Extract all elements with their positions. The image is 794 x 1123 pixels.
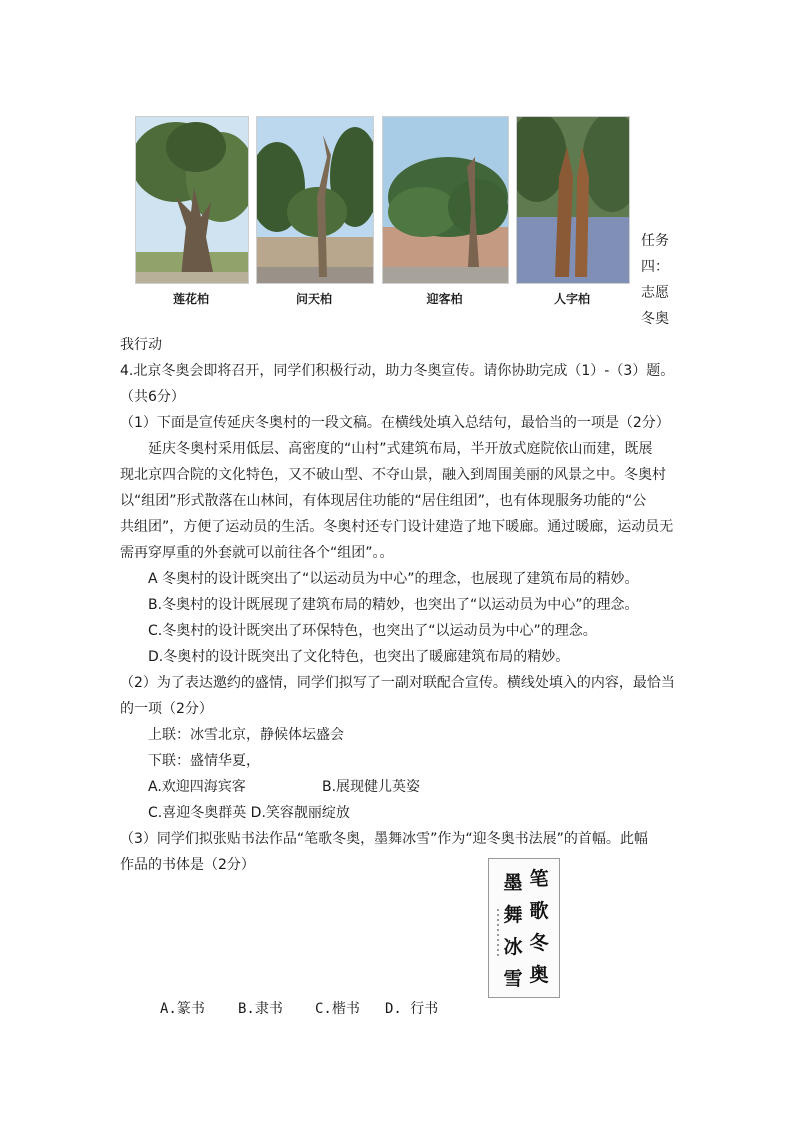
lotus-cypress-photo bbox=[135, 116, 249, 284]
q3-option-a: A.篆书 bbox=[160, 1001, 205, 1017]
q2-options-cd: C.喜迎冬奥群英 D.笑容靓丽绽放 bbox=[148, 805, 350, 821]
photo-caption: 人字柏 bbox=[553, 292, 590, 306]
calligraphy-char: 奥 bbox=[529, 964, 549, 986]
calligraphy-char: 冬 bbox=[529, 932, 549, 954]
question-intro: 4.北京冬奥会即将召开，同学们积极行动，助力冬奥宣传。请你协助完成（1）-（3）题。 bbox=[120, 363, 675, 379]
human-character-cypress-photo bbox=[516, 116, 630, 284]
q2-stem-cont: 的一项（2分） bbox=[120, 701, 213, 717]
task-title-fragment: 任务 bbox=[641, 233, 669, 249]
photo-caption: 问天柏 bbox=[295, 292, 332, 306]
calligraphy-char: 舞 bbox=[503, 904, 523, 926]
question-intro-score: （共6分） bbox=[120, 389, 185, 405]
q1-option-a: A 冬奥村的设计既突出了“以运动员为中心”的理念，也展现了建筑布局的精妙。 bbox=[148, 571, 639, 587]
q2-option-a: A.欢迎四海宾客 bbox=[148, 779, 246, 795]
calligraphy-char: 冰 bbox=[503, 936, 523, 958]
q1-option-b: B.冬奥村的设计既展现了建筑布局的精妙，也突出了“以运动员为中心”的理念。 bbox=[148, 597, 639, 613]
q3-stem: （3）同学们拟张贴书法作品“笔歌冬奥，墨舞冰雪”作为“迎冬奥书法展”的首幅。此幅 bbox=[120, 831, 648, 847]
task-title-fragment: 四： bbox=[641, 259, 669, 275]
q1-passage-line: 延庆冬奥村采用低层、高密度的“山村”式建筑布局，半开放式庭院依山而建，既展 bbox=[148, 441, 653, 457]
photo-caption: 莲花柏 bbox=[172, 292, 209, 306]
calligraphy-char: 笔 bbox=[529, 868, 549, 890]
q1-passage-line: 以“组团”形式散落在山林间，有体现居住功能的“居住组团”，也有体现服务功能的“公 bbox=[120, 493, 647, 509]
task-title-continuation: 我行动 bbox=[120, 337, 162, 353]
q1-option-c: C.冬奥村的设计既突出了环保特色，也突出了“以运动员为中心”的理念。 bbox=[148, 623, 597, 639]
photo-caption: 迎客柏 bbox=[426, 292, 463, 306]
q1-stem: （1）下面是宣传延庆冬奥村的一段文稿。在横线处填入总结句，最恰当的一项是（2分） bbox=[120, 415, 670, 431]
q1-passage-line: 共组团”，方便了运动员的生活。冬奥村还专门设计建造了地下暖廊。通过暖廊，运动员无 bbox=[120, 519, 674, 535]
calligraphy-char: 墨 bbox=[503, 872, 523, 894]
q3-option-c: C.楷书 bbox=[315, 1001, 360, 1017]
calligraphy-char: 雪 bbox=[503, 968, 523, 990]
heaven-asking-cypress-photo bbox=[256, 116, 374, 284]
q3-option-d: D. 行书 bbox=[385, 1001, 439, 1017]
q2-stem: （2）为了表达邀约的盛情，同学们拟写了一副对联配合宣传。横线处填入的内容，最恰当 bbox=[120, 675, 675, 691]
welcome-cypress-photo bbox=[382, 116, 509, 284]
calligraphy-image bbox=[488, 858, 560, 998]
task-title-fragment: 冬奥 bbox=[641, 311, 669, 327]
q1-option-d: D.冬奥村的设计既突出了文化特色，也突出了暖廊建筑布局的精妙。 bbox=[148, 649, 570, 665]
q3-option-b: B.隶书 bbox=[238, 1001, 283, 1017]
q2-option-b: B.展现健儿英姿 bbox=[322, 779, 421, 795]
q2-upper-couplet: 上联：冰雪北京，静候体坛盛会 bbox=[148, 727, 344, 743]
q3-stem-cont: 作品的书体是（2分） bbox=[120, 857, 255, 873]
q1-passage-line: 现北京四合院的文化特色，又不破山型、不夺山景，融入到周围美丽的风景之中。冬奥村 bbox=[120, 467, 666, 483]
q2-lower-couplet: 下联：盛情华夏， bbox=[148, 753, 260, 769]
task-title-fragment: 志愿 bbox=[641, 285, 669, 301]
calligraphy-char: 歌 bbox=[529, 900, 549, 922]
q1-passage-line: 需再穿厚重的外套就可以前往各个“组团”。。 bbox=[120, 545, 394, 561]
